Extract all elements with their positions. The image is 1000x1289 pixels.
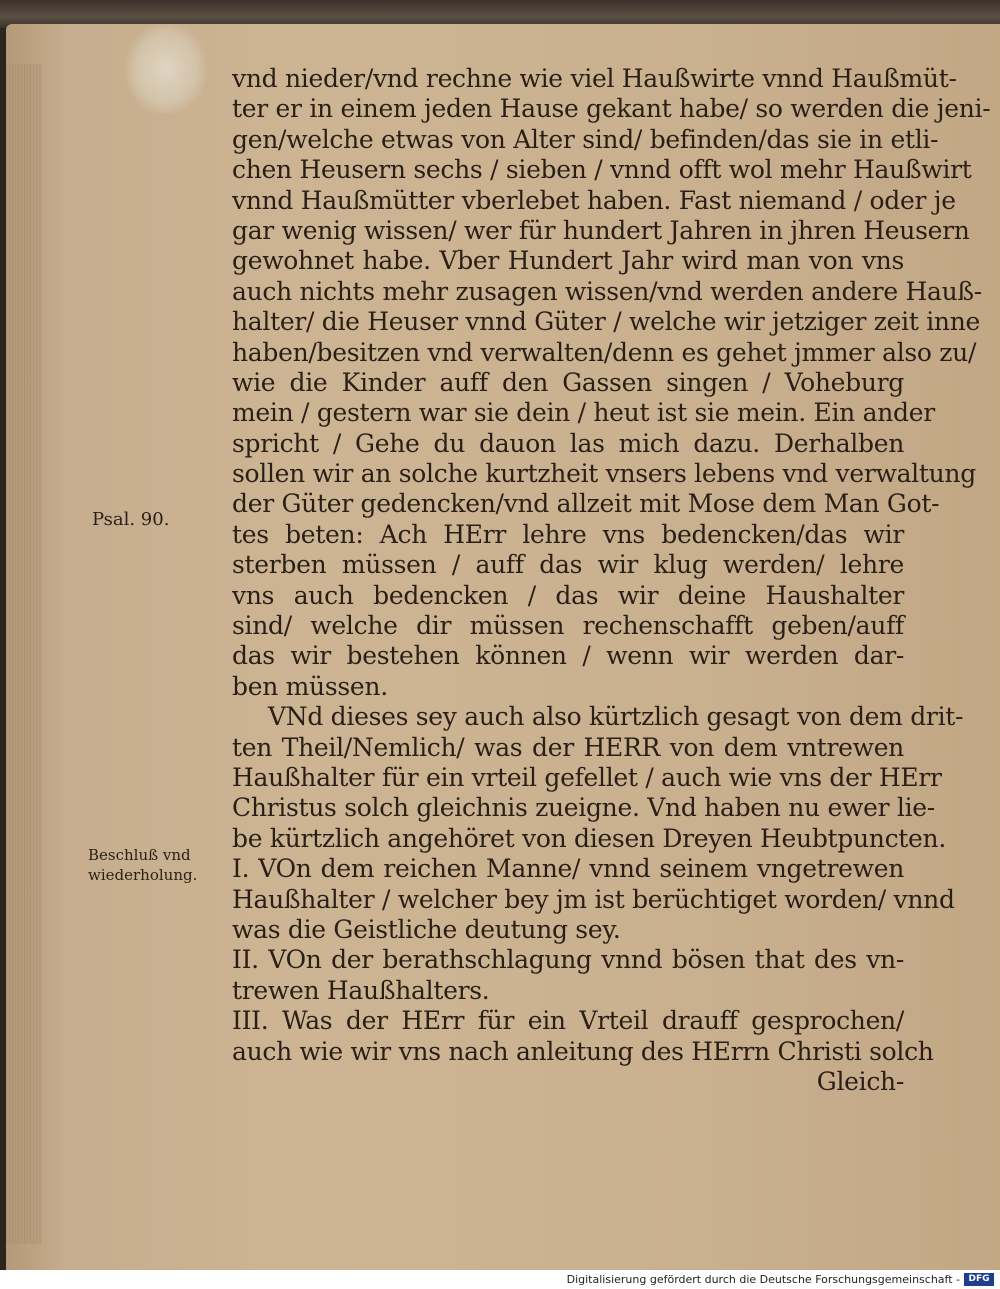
- text-line: vnd nieder/vnd rechne wie viel Haußwirte vnnd Haußmüt-: [232, 64, 957, 93]
- text-line: auch nichts mehr zusagen wissen/vnd werden andere Hauß-: [232, 276, 982, 306]
- margin-note-line: Beschluß vnd: [88, 846, 191, 864]
- text-line: gewohnet habe. Vber Hundert Jahr wird man von vns: [232, 246, 904, 276]
- text-line: Christus solch gleichnis zueigne. Vnd haben nu ewer lie-: [232, 793, 935, 823]
- text-line: der Güter gedencken/vnd allzeit mit Mose dem Man Got-: [232, 489, 940, 519]
- text-line: chen Heusern sechs / sieben / vnnd offt wol mehr Haußwirt: [232, 155, 972, 185]
- margin-note-psalm: Psal. 90.: [92, 509, 170, 530]
- paper-stain: [126, 24, 206, 114]
- text-line: Haußhalter für ein vrteil gefellet / auch wie vns der HErr: [232, 762, 942, 792]
- text-line: ben müssen.: [232, 671, 388, 701]
- text-line: gen/welche etwas von Alter sind/ befinden/das sie in etli-: [232, 124, 939, 154]
- text-line: wie die Kinder auff den Gassen singen / Voheburg: [232, 367, 904, 397]
- margin-note-beschluss: [88, 845, 197, 885]
- text-line: vnnd Haußmütter vberlebet haben. Fast niemand / oder je: [232, 185, 956, 215]
- text-line: sterben müssen / auff das wir klug werden/ lehre: [232, 550, 904, 580]
- text-line: vns auch bedencken / das wir deine Haushalter: [232, 580, 904, 610]
- margin-note-line: wiederholung.: [88, 866, 198, 884]
- funding-notice: Digitalisierung gefördert durch die Deutsche Forschungsgemeinschaft -: [566, 1273, 960, 1286]
- text-line: sollen wir an solche kurtzheit vnsers lebens vnd verwaltung: [232, 459, 976, 489]
- text-line: auch wie wir vns nach anleitung des HErrn Christi solch: [232, 1036, 934, 1066]
- text-line: halter/ die Heuser vnnd Güter / welche wir jetziger zeit inne: [232, 307, 981, 337]
- text-line: ten Theil/Nemlich/ was der HERR von dem vntrewen: [232, 732, 904, 762]
- text-line: Haußhalter / welcher bey jm ist berüchtiget worden/ vnnd: [232, 884, 955, 914]
- text-line: tes beten: Ach HErr lehre vns bedencken/das wir: [232, 519, 904, 549]
- text-line: spricht / Gehe du dauon las mich dazu. Derhalben: [232, 428, 904, 458]
- main-text-block: [232, 64, 991, 1097]
- text-line: das wir bestehen können / wenn wir werden dar-: [232, 641, 904, 671]
- text-line: sind/ welche dir müssen rechenschafft geben/auff: [232, 611, 904, 641]
- text-line: VNd dieses sey auch also kürtzlich gesagt von dem drit-: [268, 702, 964, 732]
- text-line: be kürtzlich angehöret von diesen Dreyen Heubtpuncten.: [232, 823, 946, 853]
- text-line: III. Was der HErr für ein Vrteil drauff gesprochen/: [232, 1006, 904, 1036]
- catchword: Gleich-: [816, 1066, 904, 1096]
- page-edges: [6, 64, 42, 1244]
- text-line: ter er in einem jeden Hause gekant habe/ so werden die jeni-: [232, 94, 991, 124]
- text-line: haben/besitzen vnd verwalten/denn es gehet jmmer also zu/: [232, 337, 977, 367]
- digitization-footer: [0, 1270, 1000, 1289]
- text-line: gar wenig wissen/ wer für hundert Jahren in jhren Heusern: [232, 215, 970, 245]
- text-line: II. VOn der berathschlagung vnnd bösen that des vn-: [232, 945, 904, 975]
- text-line: mein / gestern war sie dein / heut ist sie mein. Ein ander: [232, 398, 935, 428]
- text-line: trewen Haußhalters.: [232, 975, 490, 1005]
- text-line: I. VOn dem reichen Manne/ vnnd seinem vngetrewen: [232, 854, 904, 884]
- text-line: was die Geistliche deutung sey.: [232, 914, 621, 944]
- dfg-logo[interactable]: DFG: [964, 1273, 994, 1286]
